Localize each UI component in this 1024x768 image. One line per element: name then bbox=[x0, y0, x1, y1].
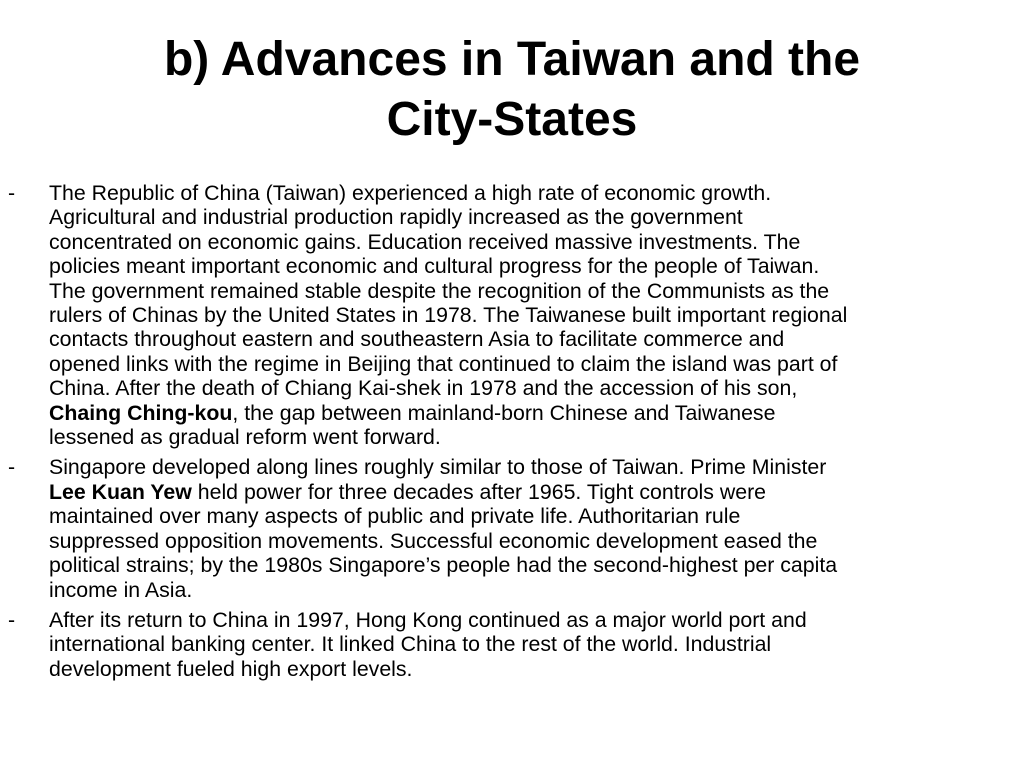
bullet-marker: - bbox=[8, 181, 16, 205]
bullet-list bbox=[8, 181, 1018, 687]
bullet-hong-kong bbox=[8, 608, 1018, 681]
bullet-line: policies meant important economic and cultural progress for the people of Taiwan. bbox=[49, 254, 820, 279]
slide-title bbox=[0, 30, 1024, 150]
slide-title-line-2: City-States bbox=[386, 93, 638, 146]
bullet-singapore bbox=[8, 455, 1018, 601]
bullet-line-with-bold bbox=[49, 401, 1018, 425]
bullet-line: development fueled high export levels. bbox=[49, 656, 413, 681]
bullet-line: rulers of Chinas by the United States in 1978. The Taiwanese built important regional bbox=[49, 303, 848, 328]
bullet-line: Singapore developed along lines roughly similar to those of Taiwan. Prime Minister bbox=[49, 455, 827, 480]
bullet-line: Agricultural and industrial production rapidly increased as the government bbox=[49, 205, 743, 230]
bullet-line: The Republic of China (Taiwan) experienced a high rate of economic growth. bbox=[49, 181, 772, 205]
bullet-line-text: held power for three decades after 1965. Tight controls were bbox=[191, 479, 767, 504]
bullet-line-with-bold bbox=[49, 480, 1018, 504]
bullet-line: opened links with the regime in Beijing that continued to claim the island was part of bbox=[49, 351, 838, 376]
bullet-line-text: , the gap between mainland-born Chinese and Taiwanese bbox=[232, 400, 776, 425]
bullet-marker: - bbox=[8, 455, 16, 480]
bullet-taiwan bbox=[8, 181, 1018, 449]
bullet-line: concentrated on economic gains. Education received massive investments. The bbox=[49, 229, 801, 254]
bullet-line: After its return to China in 1997, Hong Kong continued as a major world port and bbox=[49, 607, 807, 632]
bullet-line: lessened as gradual reform went forward. bbox=[49, 425, 441, 450]
bullet-line: contacts throughout eastern and southeastern Asia to facilitate commerce and bbox=[49, 327, 785, 352]
bullet-line: China. After the death of Chiang Kai-shek in 1978 and the accession of his son, bbox=[49, 376, 798, 401]
bullet-line: suppressed opposition movements. Successful economic development eased the bbox=[49, 528, 818, 553]
bullet-line: political strains; by the 1980s Singapore’s people had the second-highest per capita bbox=[49, 553, 838, 578]
bullet-line: maintained over many aspects of public and private life. Authoritarian rule bbox=[49, 504, 741, 529]
bullet-line: The government remained stable despite the recognition of the Communists as the bbox=[49, 278, 830, 303]
bullet-line: income in Asia. bbox=[49, 577, 193, 602]
slide-title-line-1: b) Advances in Taiwan and the bbox=[163, 33, 861, 86]
bold-term-chaing-ching-kou: Chaing Ching-kou bbox=[49, 400, 233, 425]
bullet-marker: - bbox=[8, 607, 16, 632]
bullet-line: international banking center. It linked China to the rest of the world. Industrial bbox=[49, 632, 772, 657]
bold-term-lee-kuan-yew: Lee Kuan Yew bbox=[49, 479, 192, 504]
